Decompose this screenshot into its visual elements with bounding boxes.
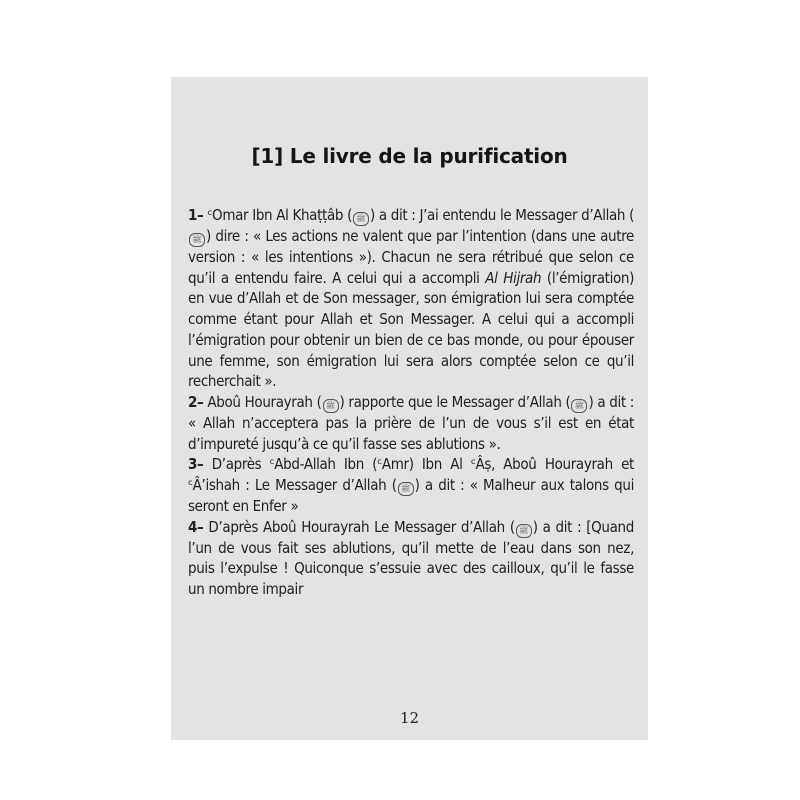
hadith-number: 3– [188,455,204,474]
hadith-text-part: ) a dit : [Quand l’un de vous fait ses ablutions, qu’il mette de l’eau dans son nez, puis l’expulse ! Quiconque s’essuie avec des cailloux, qu’il le fasse un nombre impair [188,517,634,599]
page-number: 12 [399,709,420,727]
hadith-number: 4– [188,517,204,536]
hadith-3 [188,454,634,516]
hadith-text [188,205,634,600]
hadith-2 [188,392,634,454]
hadith-text-part: ᶜOmar Ibn Al Khaṭṭâb ( [203,206,352,224]
hadith-1 [188,205,634,392]
honorific-salawat-icon: ﷺ [571,399,587,413]
hadith-text-part: Aboû Hourayrah ( [203,392,322,411]
honorific-salawat-icon: ﷺ [189,233,205,247]
hadith-text-part: ) dire : « Les actions ne valent que par l’intention (dans une autre version : « les intentions »). Chacun ne sera rétribué que selon ce qu’il a entendu faire. A celui qui a accompli [188,227,634,287]
hadith-4 [188,517,634,600]
book-page [171,77,648,740]
hadith-text-part: ) a dit : J’ai entendu le Messager d’Allah ( [370,206,634,224]
honorific-radiyallah-icon: ﷺ [323,399,339,413]
hadith-text-part: (l’émigration) en vue d’Allah et de Son messager, son émigration lui sera comptée comme étant pour Allah et Son Messager. A celui qui a accompli l’émigration pour obtenir un bien de ce bas monde, ou pour épouser une femme, son émigration lui sera alors comptée selon ce qu’il recherchait ». [188,268,635,391]
hadith-text-part: D’après Aboû Hourayrah Le Messager d’Allah ( [203,517,515,536]
hadith-number: 1– [188,206,204,224]
chapter-heading: [1] Le livre de la purification [251,144,568,168]
hadith-text-part: D’après ᶜAbd-Allah Ibn (ᶜAmr) Ibn Al ᶜÂṣ, Aboû Hourayrah et ᶜÂ’ishah : Le Messager d’Allah ( [188,455,634,495]
honorific-radiyallah-icon: ﷺ [353,212,369,226]
honorific-salawat-icon: ﷺ [398,482,414,496]
hadith-text-part: ) a dit : « Allah n’acceptera pas la prière de l’un de vous s’il est en état d’impureté jusqu’à ce qu’il fasse ses ablutions ». [188,392,634,453]
hadith-text-part: ) a dit : « Malheur aux talons qui seront en Enfer » [188,476,634,516]
italic-term: Al Hijrah [485,268,542,287]
hadith-number: 2– [188,392,204,411]
honorific-salawat-icon: ﷺ [516,524,532,538]
hadith-text-part: ) rapporte que le Messager d’Allah ( [339,392,571,411]
